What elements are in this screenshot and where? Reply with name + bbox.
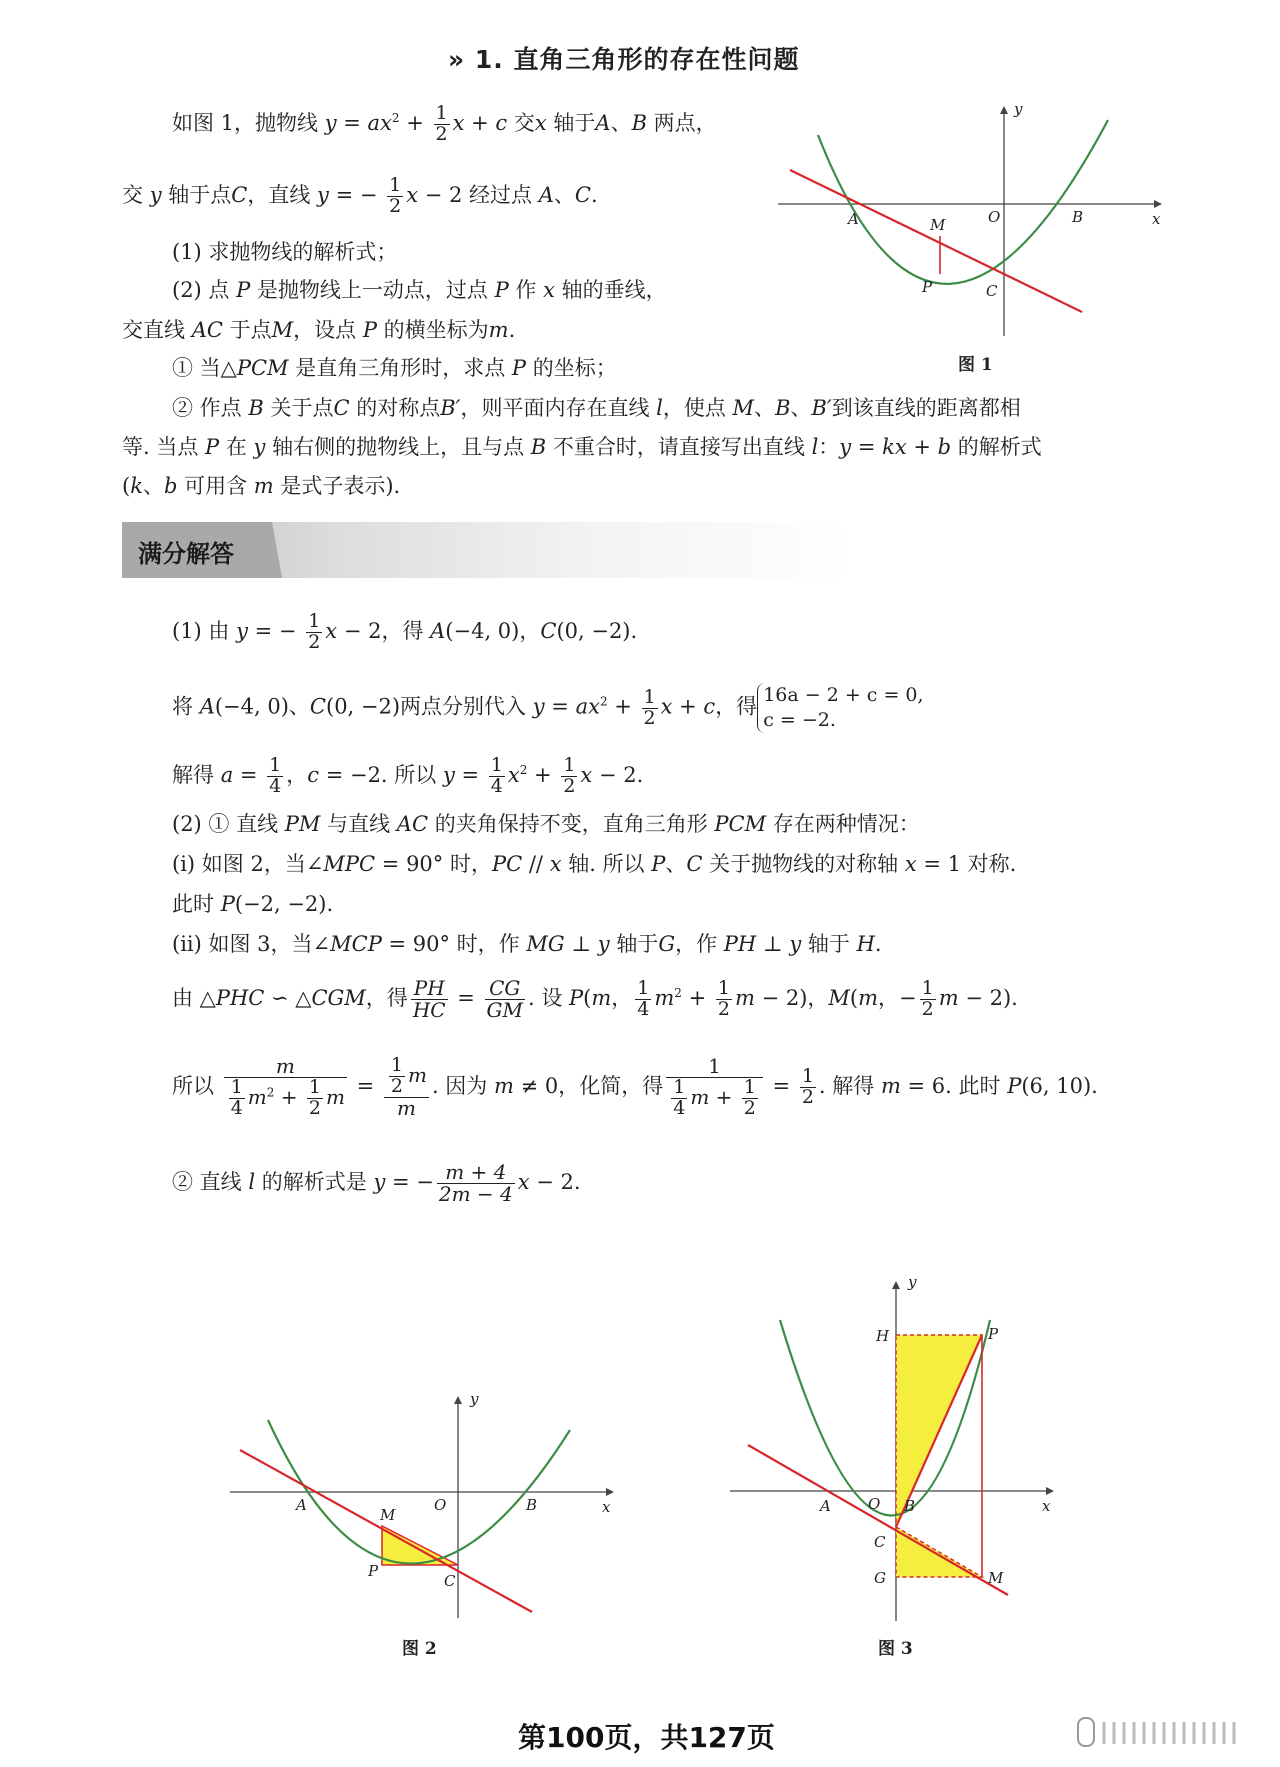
label-P: P: [922, 278, 933, 296]
fraction-m-over: m $\frac{1}{4}$ $m^2$ + $\frac{1}{2}$ m: [224, 1056, 347, 1119]
problem-line-2: 交 y 轴于点C，直线 y = − $\frac{1}{2}$ x − 2 经过点 A、C.: [122, 174, 598, 217]
fraction-half-m: $\frac{1}{2}$ m m: [384, 1056, 429, 1119]
label-O: O: [434, 1496, 447, 1514]
label-H: H: [876, 1327, 890, 1345]
triangle-cgm: [896, 1527, 982, 1577]
triangle-pcm: [382, 1526, 458, 1565]
line-ac: [790, 170, 1082, 312]
label-A: A: [296, 1496, 307, 1514]
x-axis-arrow: [606, 1488, 614, 1496]
solution-line-3: 解得 a = $\frac{1}{4}$ ，c = −2. 所以 y = $\frac{1}{4}$ $x^2$ + $\frac{1}{2}$ x − 2.: [172, 754, 644, 797]
label-x: x: [602, 1498, 611, 1516]
solution-line-1: (1) 由 y = − $\frac{1}{2}$ x − 2，得 A(−4, 0)，C(0, −2).: [172, 610, 638, 653]
page-title: » 1. 直角三角形的存在性问题: [448, 45, 800, 74]
solution-line-5: (i) 如图 2，当∠MPC = 90° 时，PC // x 轴. 所以 P、C 关于抛物线的对称轴 x = 1 对称.: [172, 852, 1017, 876]
solution-line-4: (2) ① 直线 PM 与直线 AC 的夹角保持不变，直角三角形 PCM 存在两种情况：: [172, 812, 920, 836]
label-O: O: [988, 208, 1001, 226]
y-axis-arrow: [454, 1396, 462, 1404]
scroll-thumb: [1078, 1718, 1094, 1746]
figure-1: [770, 100, 1170, 340]
problem-part-2-2: ② 作点 B 关于点C 的对称点B′，则平面内存在直线 l，使点 M、B、B′到该直线的距离都相: [172, 396, 1021, 420]
label-G: G: [874, 1569, 886, 1587]
solution-line-2: 将 A(−4, 0)、C(0, −2)两点分别代入 $y = ax^2$ + $\frac{1}{2}$ x + c，得 16a − 2 + c = 0, c = −2.: [172, 684, 924, 731]
label-y: y: [1014, 100, 1023, 118]
solution-line-8: 由 △PHC ∽ △CGM，得 $\frac{PH}{HC}$ = $\frac{CG}{GM}$ . 设 P(m， $\frac{1}{4}$ $m^2$ + $\frac{1}{2}$ m − 2)，M(m，− $\frac{1}{2}$ m − 2).: [172, 976, 1018, 1022]
equation-system: 16a − 2 + c = 0, c = −2.: [757, 683, 923, 733]
label-O: O: [868, 1495, 881, 1513]
label-B: B: [1072, 208, 1084, 226]
figure-2-caption: 图 2: [402, 1639, 437, 1659]
label-x: x: [1042, 1497, 1051, 1515]
figure-1-caption: 图 1: [958, 355, 993, 375]
problem-line-8: 等. 当点 P 在 y 轴右侧的抛物线上，且与点 B 不重合时，请直接写出直线 l：y = kx + b 的解析式: [122, 435, 1042, 459]
fraction-simplified: 1 $\frac{1}{4}$ m + $\frac{1}{2}$: [666, 1056, 763, 1119]
x-axis-arrow: [1154, 200, 1162, 208]
label-P: P: [988, 1325, 999, 1343]
page-footer: 第100页，共127页: [518, 1721, 775, 1754]
label-P: P: [368, 1562, 379, 1580]
label-M: M: [988, 1569, 1004, 1587]
problem-line-5: 交直线 AC 于点M，设点 P 的横坐标为m.: [122, 318, 516, 342]
figure-3: [720, 1265, 1080, 1625]
label-C: C: [986, 282, 998, 300]
label-B: B: [904, 1497, 916, 1515]
solution-line-6: 此时 P(−2, −2).: [172, 892, 334, 916]
section-label: 满分解答: [138, 540, 234, 568]
label-B: B: [526, 1496, 538, 1514]
fraction: $\frac{1}{2}$: [435, 102, 448, 145]
solution-line-10: ② 直线 l 的解析式是 y = − $\frac{m + 4}{2m - 4}$ x − 2.: [172, 1160, 581, 1206]
label-y: y: [908, 1273, 917, 1291]
label-A: A: [848, 210, 859, 228]
parabola: [818, 120, 1108, 284]
figure-3-caption: 图 3: [878, 1639, 913, 1659]
label-C: C: [874, 1533, 886, 1551]
label-A: A: [820, 1497, 831, 1515]
problem-line-1: 如图 1，抛物线 $y = ax^2$ + $\frac{1}{2}$ x + c 交x 轴于A、B 两点，: [172, 102, 717, 145]
label-x: x: [1152, 210, 1161, 228]
solution-line-7: (ii) 如图 3，当∠MCP = 90° 时，作 MG ⊥ y 轴于G，作 PH ⊥ y 轴于 H.: [172, 932, 882, 956]
problem-part-1: (1) 求抛物线的解析式；: [172, 240, 398, 264]
x-axis-arrow: [1046, 1487, 1054, 1495]
y-axis-arrow: [1000, 106, 1008, 114]
label-M: M: [380, 1506, 396, 1524]
scrollbar[interactable]: [1076, 1712, 1256, 1752]
label-C: C: [444, 1572, 456, 1590]
solution-line-9: 所以 m $\frac{1}{4}$ $m^2$ + $\frac{1}{2}$ m = $\frac{1}{2}$ m m . 因为 m ≠ 0，化简，得 1 $\frac{1}{4}$ m + $\frac{1}{2}$ = $\frac{1}{2}$ . 解得 m = 6. 此时 P(6, 10).: [172, 1054, 1098, 1120]
figure-2: [220, 1380, 620, 1620]
label-y: y: [470, 1390, 479, 1408]
y-axis-arrow: [892, 1281, 900, 1289]
problem-part-2-1: ① 当△PCM 是直角三角形时，求点 P 的坐标；: [172, 356, 617, 380]
problem-line-9: (k、b 可用含 m 是式子表示).: [122, 474, 401, 498]
label-M: M: [930, 216, 946, 234]
problem-part-2: (2) 点 P 是抛物线上一动点，过点 P 作 x 轴的垂线，: [172, 278, 667, 302]
